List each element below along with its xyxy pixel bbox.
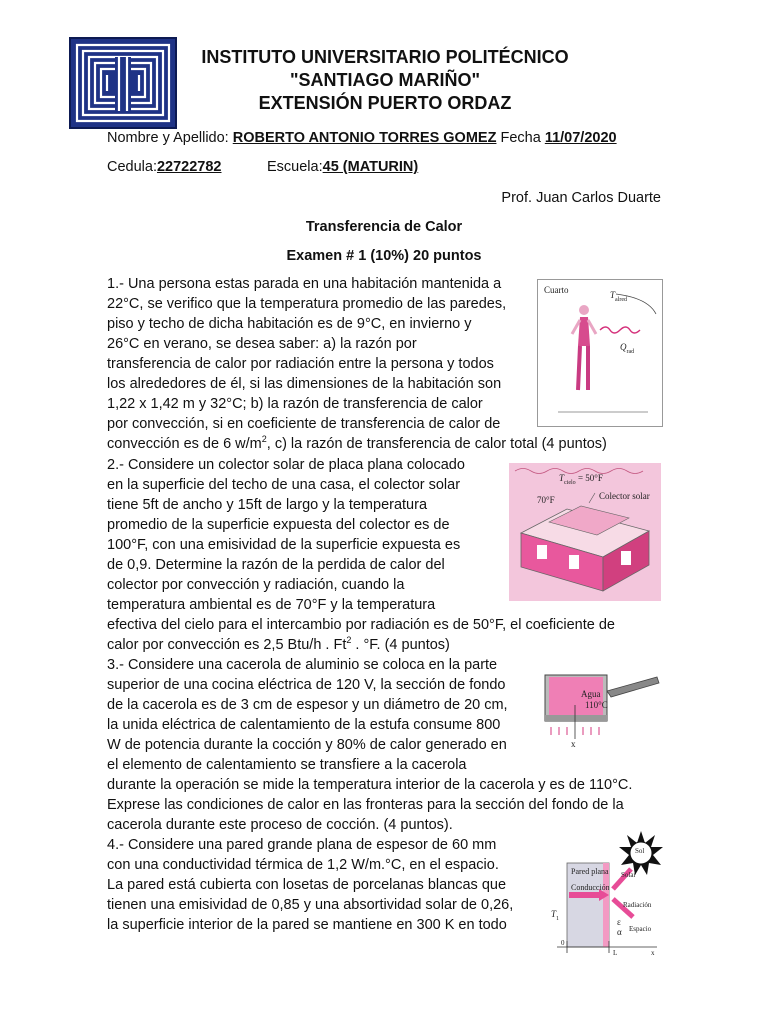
- professor: Prof. Juan Carlos Duarte: [501, 190, 661, 206]
- figure-solar-collector: $T_{cielo} = 50^\circ F$ 70°F Colector solar: [509, 463, 661, 601]
- student-id-line: Cedula:22722782: [107, 159, 222, 175]
- question-2-wrap: [107, 455, 491, 615]
- question-3-full: durante la operación se mide la temperatura interior de la cacerola y es de 110°C. Exprese las condiciones de calor en las fronteras para la sección del fondo de la cacerola durante este proceso de cocción. (4 puntos).: [107, 777, 633, 833]
- figure-pan: Agua 110°C x: [541, 669, 661, 751]
- question-2-full: efectiva del cielo para el intercambio por radiación es de 50°F, el coeficiente de calor por convección es 2,5 Btu/h . Ft$^2$ . °F. (4 puntos): [107, 617, 615, 653]
- q1-line: transferencia de calor por radiación entre la persona y todos: [107, 356, 494, 372]
- q1-line: por convección, si en coeficiente de transferencia de calor de: [107, 416, 501, 432]
- q3-line: superior de una cocina eléctrica de 120 V, la sección de fondo: [107, 677, 506, 693]
- student-name: ROBERTO ANTONIO TORRES GOMEZ: [232, 130, 497, 146]
- q2-line: promedio de la superficie expuesta del colector es de: [107, 517, 450, 533]
- q3-line: W de potencia durante la cocción y 80% de calor generado en: [107, 737, 507, 753]
- question-1-last: convección es de 6 $w/m^2$, c) la razón de transferencia de calor total (4 puntos): [107, 434, 607, 452]
- q3-line: la unida eléctrica de calentamiento de la estufa consume 800: [107, 717, 501, 733]
- q4-line: La pared está cubierta con losetas de porcelanas blancas que: [107, 877, 507, 893]
- q1-line: 26°C en verano, se desea saber: a) la razón por: [107, 336, 417, 352]
- q3-line: el elemento de calentamiento se transfiere a la cacerola: [107, 757, 467, 773]
- exam-date: 11/07/2020: [544, 130, 617, 146]
- q3-line: 3.- Considere una cacerola de aluminio se coloca en la parte: [107, 657, 498, 673]
- subject-title: Transferencia de Calor: [305, 219, 463, 235]
- question-3-wrap: [107, 655, 531, 775]
- q1-line: los alrededores de él, si las dimensiones de la habitación son: [107, 376, 502, 392]
- header-name: "SANTIAGO MARIÑO": [289, 70, 481, 90]
- q2-line: temperatura ambiental es de 70°F y la temperatura: [107, 597, 436, 613]
- q1-line: 22°C, se verifico que la temperatura promedio de las paredes,: [107, 296, 507, 312]
- q4-line: tienen una emisividad de 0,85 y una absortividad solar de 0,26,: [107, 897, 514, 913]
- q2-line: de 0,9. Determine la razón de la perdida de calor del: [107, 557, 445, 573]
- school: 45 (MATURIN): [322, 159, 419, 175]
- question-4-wrap: [107, 835, 531, 935]
- q3-line: de la cacerola es de 3 cm de espesor y un diámetro de 20 cm,: [107, 697, 508, 713]
- q2-line: tiene 5ft de ancho y 15ft de largo y la temperatura: [107, 497, 428, 513]
- q2-line: colector por convección y radiación, cuando la: [107, 577, 405, 593]
- house-collector-icon: [509, 463, 661, 601]
- exam-title: Examen # 1 (10%) 20 puntos: [286, 248, 482, 264]
- q1-line: 1,22 x 1,42 m y 32°C; b) la razón de transferencia de calor: [107, 396, 483, 412]
- header-institute: INSTITUTO UNIVERSITARIO POLITÉCNICO: [201, 47, 569, 67]
- header-extension: EXTENSIÓN PUERTO ORDAZ: [258, 93, 512, 113]
- q2-line: 2.- Considere un colector solar de placa plana colocado: [107, 457, 465, 473]
- figure-person-room: Cuarto $T_{alred}$ $Q_{rad}$: [537, 279, 663, 427]
- q2-line: en la superficie del techo de una casa, el colector solar: [107, 477, 461, 493]
- student-id: 22722782: [156, 159, 222, 175]
- person-radiation-icon: [538, 280, 662, 426]
- q4-line: con una conductividad térmica de 1,2 W/m.°C, en el espacio.: [107, 857, 499, 873]
- q1-line: piso y techo de dicha habitación es de 9°C, en invierno y: [107, 316, 472, 332]
- cooking-pan-icon: [541, 669, 661, 751]
- question-1-wrap: [107, 274, 521, 434]
- logo-emblem-icon: [71, 39, 175, 127]
- student-name-line: Nombre y Apellido: ROBERTO ANTONIO TORRES GOMEZ Fecha 11/07/2020: [107, 130, 617, 146]
- q1-line: 1.- Una persona estas parada en una habitación mantenida a: [107, 276, 502, 292]
- q2-line: 100°F, con una emisividad de la superficie expuesta es: [107, 537, 461, 553]
- institute-logo: [69, 37, 177, 129]
- q4-line: la superficie interior de la pared se mantiene en 300 K en todo: [107, 917, 507, 933]
- q4-line: 4.- Considere una pared grande plana de espesor de 60 mm: [107, 837, 497, 853]
- figure-wall: Sol Pared plana Conducción Solar Radiación $T_1$ ε α Espacio 0 L x: [547, 829, 663, 959]
- school-line: Escuela:45 (MATURIN): [267, 159, 419, 175]
